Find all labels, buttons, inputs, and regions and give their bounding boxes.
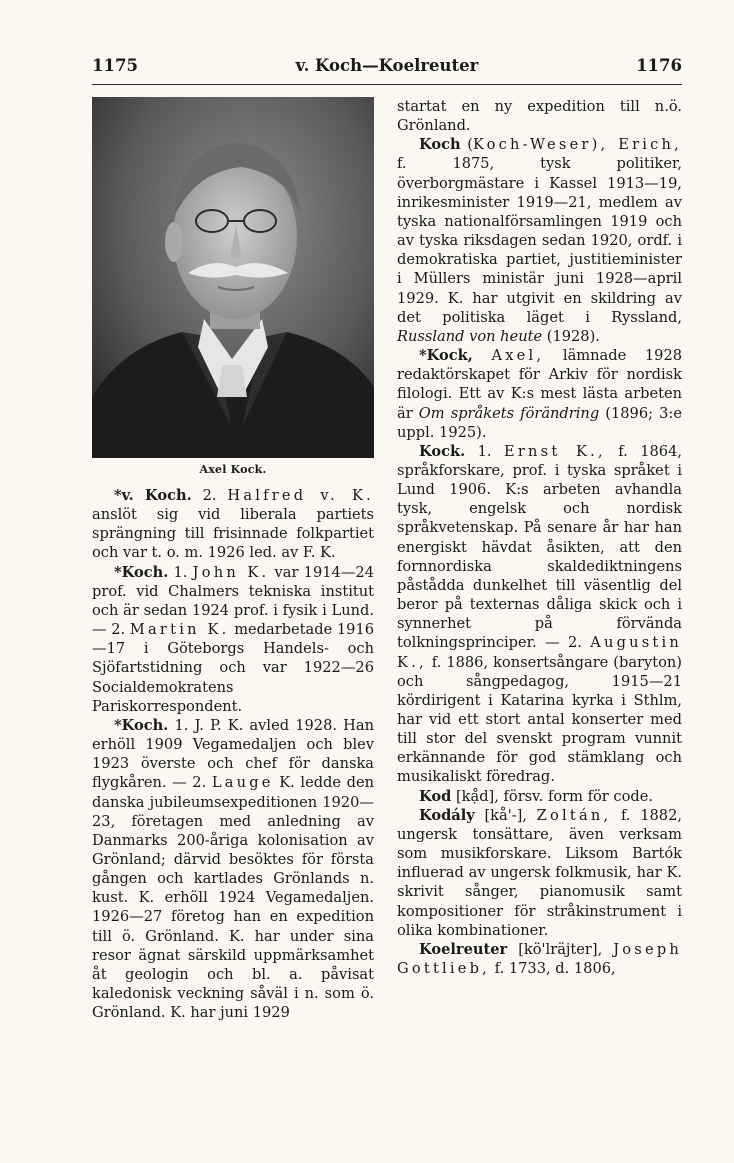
- entry-text: f. 1733, d. 1806,: [490, 960, 616, 978]
- entry-text: (: [460, 136, 473, 154]
- entry-text: 1. J. P. K. avled 1928. Han erhöll 1909 Vegamedaljen och blev 1923 överste och chef för danska flygkåren. — 2.: [92, 716, 374, 792]
- entry-text: f. 1864, språkforskare, prof. i tyska språket i Lund 1906. K:s arbeten avhandla tysk, engelsk och nordisk språkvetenskap. På senare år har han energiskt hävdat åsikten, att den fornnordiska skaldediktningens påstådda dunkelhet till väsentlig del beror på texternas dåliga skick och i synnerhet på förvända tolkningsprinciper. — 2.: [397, 442, 682, 652]
- entry-kodaly: [397, 806, 682, 940]
- entry-text: [kå'-],: [474, 806, 537, 824]
- entry-koch-weser: [397, 135, 682, 346]
- portrait-photo: [92, 97, 374, 458]
- entry-kock-ernst-augustin: [397, 442, 682, 787]
- entry-text: [kö'lräjter],: [507, 940, 614, 958]
- spaced-name: Joseph Gottlieb,: [397, 940, 682, 978]
- entry-text: K. ledde den danska jubileumsexpeditionen 1920—23, företagen med anledning av Danmarks 200-åriga kolonisation av Grönland; därvid besöktes för första gången och kartlades Grönlands n. kust. K. erhöll 1924 Vegamedaljen. 1926—27 företog han en expedition till ö. Grönland. K. har under sina resor ägnat särskild uppmärksamhet åt geologin och bl. a. påvisat kaledonisk veckning såväl i n. som ö. Grönland. K. har juni 1929: [92, 774, 374, 1022]
- headword: Kock.: [419, 442, 466, 460]
- left-column: [92, 97, 374, 1022]
- spaced-name: John K.: [192, 563, 270, 581]
- entry-text: (1896; 3:e uppl. 1925).: [397, 404, 682, 441]
- spaced-name: Zoltán,: [536, 806, 612, 824]
- spaced-name: Axel,: [491, 347, 545, 365]
- headword: *Kock,: [419, 347, 473, 365]
- entry-v-koch: [92, 486, 374, 563]
- headword: Koelreuter: [419, 940, 508, 958]
- headword: Koch: [419, 136, 461, 154]
- page-number-right: 1176: [636, 56, 682, 75]
- entry-text: [473, 347, 492, 364]
- entry-text: anslöt sig vid liberala partiets sprängning till frisinnade folkpartiet och var t. o. m. 1926 led. av F. K.: [92, 506, 374, 562]
- work-title: Om språkets förändring: [418, 404, 600, 422]
- headword: *Koch.: [114, 563, 169, 581]
- headword: Kod: [419, 787, 452, 805]
- spaced-name: Augustin K.,: [397, 634, 682, 671]
- headword: Kodály: [419, 806, 475, 824]
- entry-kod: [397, 787, 682, 806]
- entry-koch-jp-lauge: [92, 716, 374, 1023]
- headword: *Koch.: [114, 716, 169, 734]
- work-title: Russland von heute: [397, 327, 543, 345]
- entry-text: (1928).: [542, 327, 600, 345]
- entry-text: lämnade 1928 redaktörskapet för Arkiv för nordisk filologi. Ett av K:s mest lästa arbeten är: [397, 347, 683, 422]
- spaced-name: Halfred v. K.: [227, 487, 375, 504]
- entry-text: medarbetade 1916—17 i Göteborgs Handels- och Sjöfartstidning och var 1922—26 Socialdemokratens Pariskorrespondent.: [92, 621, 375, 715]
- entry-text: var 1914—24 prof. vid Chalmers tekniska institut och är sedan 1924 prof. i fysik i Lund. — 2.: [92, 563, 374, 639]
- entry-text: f. 1882, ungersk tonsättare, även verksam som musikforskare. Liksom Bartók influerad av ungersk folkmusik, har K. skrivit sånger, pianomusik samt kompositioner för stråkinstrument i olika kombinationer.: [397, 806, 682, 939]
- spaced-name: Martin K.: [129, 621, 230, 639]
- spaced-name: Ernst K.,: [503, 442, 606, 460]
- entry-continuation: startat en ny expedition till n.ö. Grönland.: [397, 98, 682, 135]
- right-column: [397, 97, 682, 978]
- entry-text: [kạ̊d], försv. form för code.: [451, 787, 653, 805]
- entry-koch-john-martin: [92, 563, 374, 716]
- entry-text: 1.: [465, 442, 504, 460]
- entry-text: 1.: [168, 563, 193, 581]
- entry-kock-axel: [397, 346, 682, 442]
- page-number-left: 1175: [92, 56, 138, 75]
- entry-text: f. 1886, konsertsångare (baryton) och sångpedagog, 1915—21 kördirigent i Katarina kyrka i Sthlm, har vid ett stort antal konserter med till stor del svenskt program vunnit erkännande för god stämklang och musikaliskt föredrag.: [397, 653, 682, 786]
- headword: *v. Koch.: [114, 487, 192, 504]
- portrait-caption: Axel Kock.: [199, 463, 267, 476]
- spaced-name: Lauge: [211, 774, 274, 792]
- entry-koelreuter: [397, 940, 682, 978]
- header-rule: [92, 84, 682, 85]
- entry-text: 2.: [191, 487, 228, 504]
- page-header: [92, 56, 682, 82]
- running-title: v. Koch—Koelreuter: [295, 56, 479, 75]
- spaced-name: Koch-Weser), Erich,: [472, 136, 682, 154]
- entry-text: f. 1875, tysk politiker, överborgmästare i Kassel 1913—19, inrikesminister 1919—21, medlem av tyska nationalförsamlingen 1919 och av tyska riksdagen sedan 1920, ordf. i demokratiska partiet, justitieminister i Müllers ministär juni 1928—april 1929. K. har utgivit en skildring av det politiska läget i Ryssland,: [397, 155, 682, 326]
